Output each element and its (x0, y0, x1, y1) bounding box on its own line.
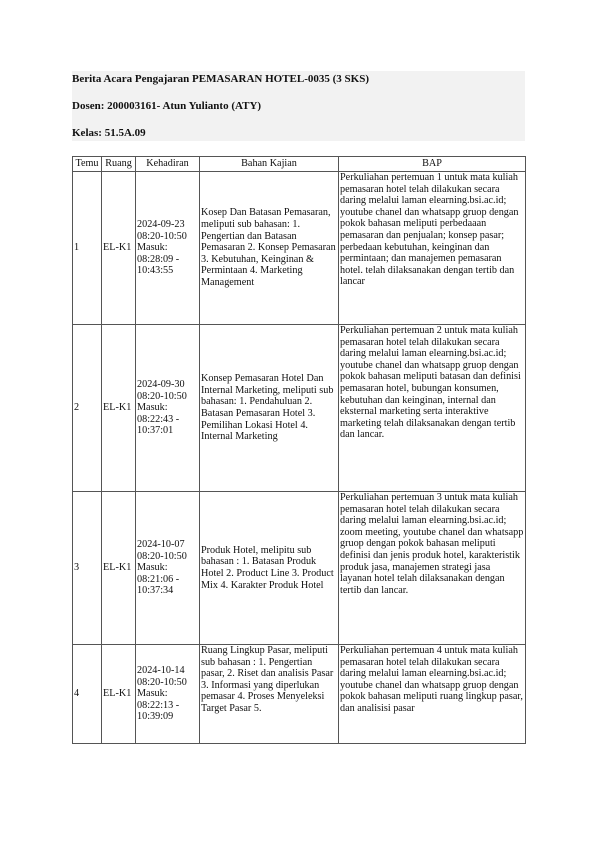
cell-bahan-kajian: Kosep Dan Batasan Pemasaran, meliputi sub bahasan: 1. Pengertian dan Batasan Pemasaran 2. Konsep Pemasaran 3. Kebutuhan, Keinginan & Permintaan 4. Marketing Management (200, 172, 339, 325)
bahan-kajian-text: Ruang Lingkup Pasar, meliputi sub bahasan : 1. Pengertian pasar, 2. Riset dan analisis Pasar 3. Informasi yang diperlukan pemasar 4. Proses Menyeleksi Target Pasar 5. (201, 645, 334, 714)
cell-ruang: EL-K1 (102, 645, 136, 744)
table-row (73, 172, 526, 325)
cell-kehadiran: 2024-10-07 08:20-10:50 Masuk: 08:21:06 - 10:37:34 (136, 492, 200, 645)
col-header-temu: Temu (73, 157, 102, 172)
table-row (73, 492, 526, 645)
cell-ruang: EL-K1 (102, 492, 136, 645)
col-header-bap: BAP (339, 157, 526, 172)
cell-temu: 2 (73, 325, 102, 492)
document-header (72, 71, 525, 141)
document-title: Berita Acara Pengajaran PEMASARAN HOTEL-0035 (3 SKS) (72, 73, 369, 85)
cell-bahan-kajian (200, 645, 339, 744)
cell-kehadiran: 2024-09-30 08:20-10:50 Masuk: 08:22:43 - 10:37:01 (136, 325, 200, 492)
cell-temu: 3 (73, 492, 102, 645)
col-header-kehadiran: Kehadiran (136, 157, 200, 172)
cell-ruang: EL-K1 (102, 172, 136, 325)
cell-kehadiran: 2024-09-23 08:20-10:50 Masuk: 08:28:09 - 10:43:55 (136, 172, 200, 325)
cell-bahan-kajian: Konsep Pemasaran Hotel Dan Internal Marketing, meliputi sub bahasan: 1. Pendahuluan 2. Batasan Pemasaran Hotel 3. Pemilihan Lokasi Hotel 4. Internal Marketing (200, 325, 339, 492)
table-row (73, 325, 526, 492)
cell-kehadiran: 2024-10-14 08:20-10:50 Masuk: 08:22:13 - 10:39:09 (136, 645, 200, 744)
cell-bahan-kajian: Produk Hotel, melipitu sub bahasan : 1. Batasan Produk Hotel 2. Product Line 3. Product Mix 4. Karakter Produk Hotel (200, 492, 339, 645)
cell-ruang: EL-K1 (102, 325, 136, 492)
cell-temu: 1 (73, 172, 102, 325)
col-header-bahan-kajian: Bahan Kajian (200, 157, 339, 172)
bap-text: Perkuliahan pertemuan 4 untuk mata kuliah pemasaran hotel telah dilakukan secara daring melalui laman elearning.bsi.ac.id; youtube chanel dan whatsapp gruop dengan pokok bahasan meliputi ruang lingkup pasar, dan analisisi pasar (340, 645, 523, 714)
cell-bap (339, 645, 526, 744)
cell-bap: Perkuliahan pertemuan 1 untuk mata kuliah pemasaran hotel telah dilakukan secara daring melalui laman elearning.bsi.ac.id; youtube chanel dan whatsapp gruop dengan pokok bahasan meliputi perbedaaan pemasaran dan penjualan; konsep pasar; perbedaan kebutuhan, keinginan dan permintaan; dan manajemen pemasaran hotel. telah dilaksanakan dengan tertib dan lancar (339, 172, 526, 325)
lecturer-line: Dosen: 200003161- Atun Yulianto (ATY) (72, 100, 262, 112)
teaching-record-table (72, 156, 526, 744)
cell-bap: Perkuliahan pertemuan 3 untuk mata kuliah pemasaran hotel telah dilakukan secara daring melalui laman elearning.bsi.ac.id; zoom meeting, youtube chanel dan whatsapp gruop dengan pokok bahasan meliputi definisi dan jenis produk hotel, karakteristik produk jasa, manajemen strategi jasa layanan hotel telah dilaksanakan dengan tertib dan lancar. (339, 492, 526, 645)
table-row (73, 645, 526, 744)
class-line: Kelas: 51.5A.09 (72, 127, 146, 139)
cell-bap: Perkuliahan pertemuan 2 untuk mata kuliah pemasaran hotel telah dilakukan secara daring melalui laman elearning.bsi.ac.id; youtube chanel dan whatsapp gruop dengan pokok bahasan meliputi batasan dan definisi pemasaran hotel, bubungan konsumen, kebutuhan dan keinginan, internal dan eksternal marketing serta interaktive marketing telah dilaksanakan dengan tertib dan lancar. (339, 325, 526, 492)
cell-temu: 4 (73, 645, 102, 744)
table-header-row (73, 157, 526, 172)
col-header-ruang: Ruang (102, 157, 136, 172)
